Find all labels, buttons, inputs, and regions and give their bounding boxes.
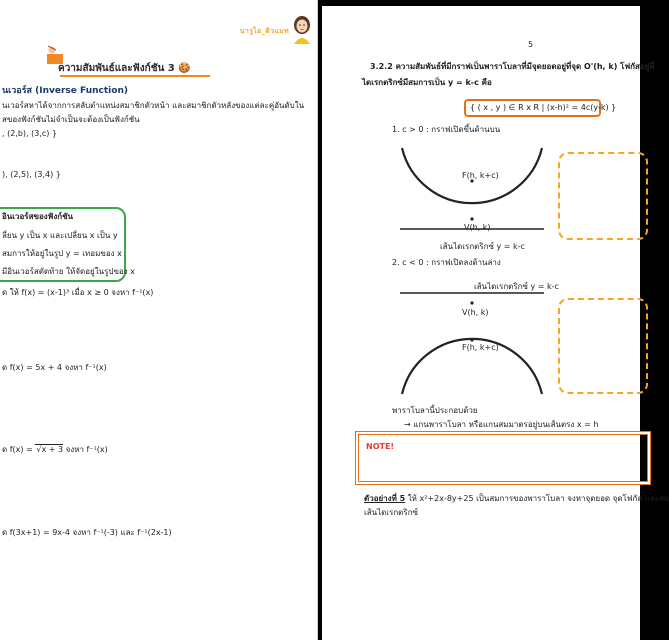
case-2-label: 2. c < 0 : กราฟเปิดลงด้านล่าง (392, 258, 501, 267)
upward-parabola (392, 142, 552, 254)
example-2: ด f(x) = 5x + 4 จงหา f⁻¹(x) (2, 363, 107, 372)
book-icon: 🍪 (178, 63, 191, 74)
step-2: สมการให้อยู่ในรูป y = เทอมของ x (2, 249, 122, 258)
sqrt-radicand: √x + 3 (36, 445, 64, 454)
intro-line-1: นเวอร์สหาได้จากการสลับตำแหน่งสมาชิกตัวหน้า และสมาชิกตัวหลังของแต่ละคู่อันดับใน (2, 101, 305, 110)
components-label: พาราโบลานี้ประกอบด้วย (392, 406, 478, 415)
answer-box-2 (558, 298, 648, 394)
case-1-focus-label: F(h, k+c) (462, 171, 499, 180)
pairs-example-2: ), (2,5), (3,4) } (2, 170, 61, 179)
left-page (0, 0, 318, 640)
example-4: ด f(3x+1) = 9x-4 จงหา f⁻¹(-3) และ f⁻¹(2x-1) (2, 528, 172, 537)
case-2-directrix-label: เส้นไดเรกตริกซ์ y = k-c (474, 282, 559, 291)
formula: { ( x , y ) ∈ R x R | (x-h)² = 4c(y-k) } (470, 103, 617, 112)
page-number: 5 (528, 40, 534, 49)
case-2-focus-label: F(h, k+c) (462, 343, 499, 352)
section-heading: นเวอร์ส (Inverse Function) (2, 86, 128, 96)
intro-line-2: สของฟังก์ชันไม่จำเป็นจะต้องเป็นฟังก์ชัน (2, 115, 140, 124)
step-1: ลี่ยน y เป็น x และเปลี่ยน x เป็น y (2, 231, 118, 240)
case-1-vertex-label: V(h, k) (464, 223, 491, 232)
case-1-directrix-label: เส้นไดเรกตริกซ์ y = k-c (440, 242, 525, 251)
right-page (322, 6, 669, 640)
note-label: NOTE! (366, 442, 395, 451)
page-title: ความสัมพันธ์และฟังก์ชัน 3 🍪 (58, 63, 191, 74)
axis-of-symmetry: → แกนพาราโบลา หรือแกนสมมาตรอยู่บนเส้นตรง x = h (404, 420, 599, 429)
pairs-example-1: , (2,b), (3,c) } (2, 129, 58, 138)
example-1: ด ให้ f(x) = (x-1)³ เมื่อ x ≥ 0 จงหา f⁻¹(x) (2, 288, 154, 297)
example-3: ด f(x) = √x + 3 จงหา f⁻¹(x) (2, 445, 108, 454)
brand-label: นารูไอ_ติวแมท (239, 27, 289, 35)
case-1-label: 1. c > 0 : กราฟเปิดขึ้นด้านบน (392, 125, 501, 134)
note-box (358, 434, 648, 482)
answer-box-1 (558, 152, 648, 240)
steps-title: อินเวอร์สของฟังก์ชัน (2, 212, 73, 221)
example-5-line-2: เส้นไดเรกตริกซ์ (364, 508, 418, 517)
avatar-icon (291, 14, 313, 44)
step-3: มีอินเวอร์สตัดท้าย ให้จัดอยู่ในรูปของ x (2, 267, 135, 276)
section-heading-line-2: ไดเรกตริกซ์มีสมการเป็น y = k-c คือ (362, 78, 492, 87)
example-5: ตัวอย่างที่ 5 ให้ x²+2x-8y+25 เป็นสมการของพาราโบลา จงหาจุดยอด จุดโฟกัส และสม (364, 494, 669, 503)
title-underline (60, 75, 210, 77)
case-2-vertex-label: V(h, k) (462, 308, 489, 317)
section-heading-line-1: 3.2.2 ความสัมพันธ์ที่มีกราฟเป็นพาราโบลาที่มีจุดยอดอยู่ที่จุด O'(h, k) โฟกัสอยู่ที่ (370, 62, 655, 71)
